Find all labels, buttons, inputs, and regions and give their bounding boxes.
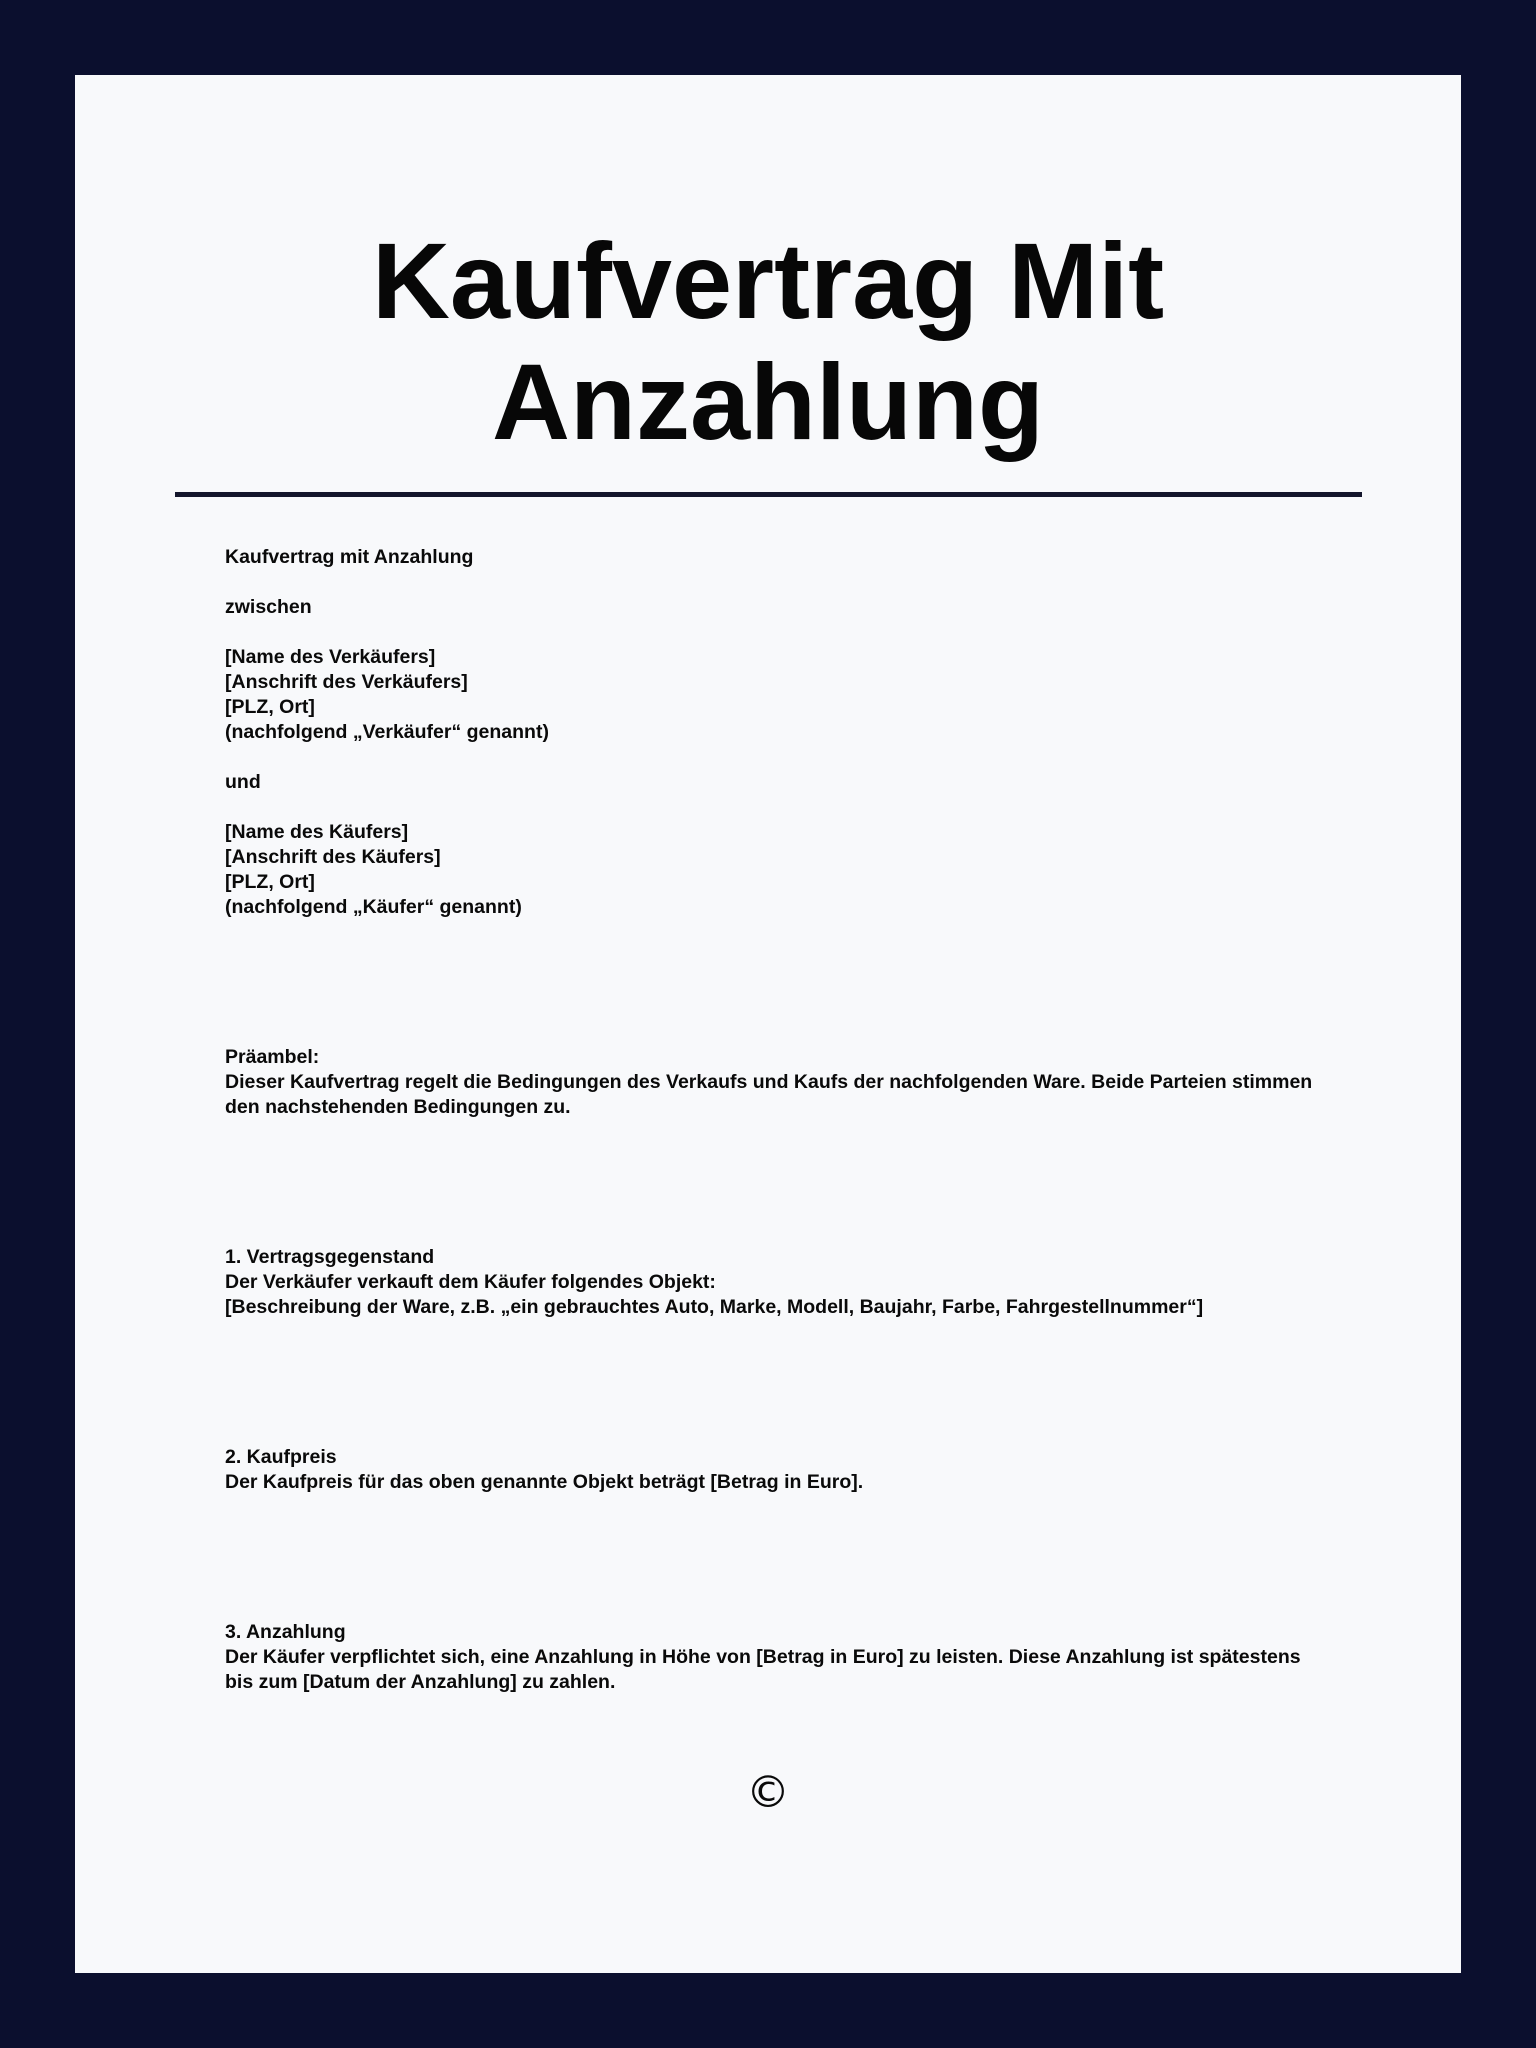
section-2 — [225, 1445, 1425, 1495]
seller-address: [Anschrift des Verkäufers] — [225, 671, 468, 693]
seller-block — [225, 645, 1425, 745]
preamble-heading: Präambel: — [225, 1046, 320, 1068]
seller-city: [PLZ, Ort] — [225, 696, 315, 718]
seller-name: [Name des Verkäufers] — [225, 646, 436, 668]
section-1-text-1: Der Verkäufer verkauft dem Käufer folgendes Objekt: — [225, 1271, 716, 1293]
title-line-1: Kaufvertrag Mit — [371, 220, 1165, 341]
section-2-heading: 2. Kaufpreis — [225, 1446, 337, 1468]
document-page — [75, 75, 1461, 1973]
preamble-text-1: Dieser Kaufvertrag regelt die Bedingungen des Verkaufs und Kaufs der nachfolgenden Ware. Beide Parteien stimmen — [225, 1071, 1313, 1093]
buyer-address: [Anschrift des Käufers] — [225, 846, 441, 868]
contract-heading: Kaufvertrag mit Anzahlung — [225, 546, 474, 568]
title-divider — [175, 492, 1362, 497]
buyer-block — [225, 820, 1425, 920]
section-1-text-2: [Beschreibung der Ware, z.B. „ein gebrauchtes Auto, Marke, Modell, Baujahr, Farbe, Fahrgestellnummer“] — [225, 1296, 1204, 1318]
document-title — [75, 220, 1461, 462]
section-3-heading: 3. Anzahlung — [225, 1621, 346, 1643]
and-label: und — [225, 771, 261, 793]
title-line-2: Anzahlung — [492, 341, 1044, 462]
section-2-text-1: Der Kaufpreis für das oben genannte Objekt beträgt [Betrag in Euro]. — [225, 1471, 864, 1493]
copyright-icon: © — [746, 1767, 790, 1818]
document-body — [225, 545, 1425, 1695]
preamble-text-2: den nachstehenden Bedingungen zu. — [225, 1096, 571, 1118]
between-label: zwischen — [225, 596, 312, 618]
seller-designation: (nachfolgend „Verkäufer“ genannt) — [225, 721, 549, 743]
preamble-section — [225, 1045, 1425, 1120]
section-1-heading: 1. Vertragsgegenstand — [225, 1246, 435, 1268]
section-3 — [225, 1620, 1425, 1695]
buyer-city: [PLZ, Ort] — [225, 871, 315, 893]
section-3-text-1: Der Käufer verpflichtet sich, eine Anzahlung in Höhe von [Betrag in Euro] zu leisten. Diese Anzahlung ist spätestens — [225, 1646, 1301, 1668]
section-3-text-2: bis zum [Datum der Anzahlung] zu zahlen. — [225, 1671, 616, 1693]
section-1 — [225, 1245, 1425, 1320]
buyer-designation: (nachfolgend „Käufer“ genannt) — [225, 896, 522, 918]
buyer-name: [Name des Käufers] — [225, 821, 409, 843]
